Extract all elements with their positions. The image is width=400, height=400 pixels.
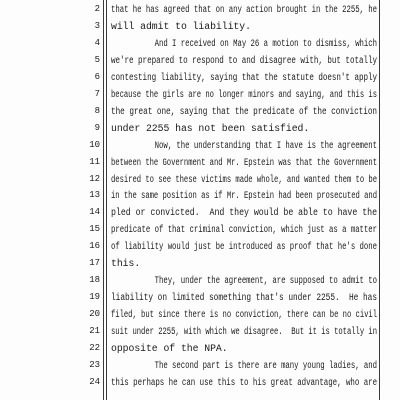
line-text: Now, the understanding that I have is the agreement (111, 139, 377, 151)
line-number: 23 (89, 359, 100, 370)
transcript-line (0, 307, 400, 323)
line-number: 22 (89, 343, 100, 353)
line-text: the great one, saying that the predicate of the conviction (111, 105, 377, 117)
transcript-line (0, 121, 400, 137)
line-number: 2 (94, 4, 100, 14)
transcript-line (0, 2, 400, 18)
line-text: in the same position as if Mr. Epstein had been prosecuted and (111, 190, 377, 202)
line-number: 13 (89, 190, 100, 201)
line-number: 20 (89, 309, 100, 320)
transcript-line (0, 53, 400, 69)
line-number: 3 (94, 20, 100, 31)
line-number: 7 (94, 88, 100, 99)
line-text: And I received on May 26 a motion to dismiss, which (111, 37, 377, 49)
line-text: that he has agreed that on any action brought in the 2255, he (111, 4, 377, 15)
transcript-line (0, 172, 400, 188)
line-text: pled or convicted. And they would be able to have the (111, 207, 377, 219)
transcript-line (0, 358, 400, 374)
transcript-line (0, 341, 400, 357)
transcript-line (0, 19, 400, 35)
transcript-line (0, 36, 400, 52)
transcript-line (0, 138, 400, 154)
line-number: 6 (94, 71, 100, 82)
line-number: 10 (89, 139, 100, 150)
transcript-line (0, 188, 400, 204)
transcript-line (0, 375, 400, 391)
transcript-line (0, 205, 400, 221)
line-number: 19 (89, 292, 100, 303)
transcript-line (0, 222, 400, 238)
transcript-line (0, 70, 400, 86)
line-text: The second part is there are many young ladies, and (111, 359, 377, 371)
line-number: 9 (94, 122, 100, 133)
transcript-line (0, 256, 400, 272)
line-number: 16 (89, 241, 100, 252)
line-text: predicate of that criminal conviction, which just as a matter (111, 224, 377, 236)
line-number: 14 (89, 207, 100, 218)
transcript-line (0, 324, 400, 340)
line-number: 11 (89, 156, 100, 167)
line-number: 18 (89, 275, 100, 286)
line-text: between the Government and Mr. Epstein was that the Government (111, 156, 377, 168)
line-number: 8 (94, 105, 100, 116)
line-number: 15 (89, 224, 100, 235)
transcript-line (0, 290, 400, 306)
transcript-line (0, 273, 400, 289)
line-text: under 2255 has not been satisfied. (111, 122, 310, 134)
line-text: this perhaps he can use this to his great advantage, who are (111, 376, 377, 388)
transcript-line (0, 155, 400, 171)
transcript-line (0, 104, 400, 120)
line-text: They, under the agreement, are supposed to admit to (111, 275, 377, 287)
line-number: 12 (89, 173, 100, 184)
line-text: filed, but since there is no conviction, there can be no civil (111, 309, 377, 321)
line-number: 24 (89, 376, 100, 387)
transcript-line (0, 87, 400, 103)
line-text: contesting liability, saying that the statute doesn't apply (111, 71, 377, 83)
line-text: of liability would just be introduced as proof that he's done (111, 241, 377, 253)
transcript-line (0, 239, 400, 255)
line-text: opposite of the NPA. (111, 343, 228, 354)
line-text: suit under 2255, with which we disagree. But it is totally in (111, 326, 377, 338)
line-text: liability on limited something that's under 2255. He has (111, 292, 377, 304)
line-number: 21 (89, 326, 100, 337)
line-text: this. (111, 258, 141, 270)
line-number: 4 (94, 37, 100, 48)
line-text: will admit to liability. (111, 20, 251, 32)
line-text: desired to see these victims made whole, and wanted them to be (111, 173, 377, 185)
line-number: 17 (89, 258, 100, 269)
line-text: we're prepared to respond to and disagree with, but totally (111, 54, 377, 66)
line-text: because the girls are no longer minors and saying, and this is (111, 88, 377, 100)
line-number: 5 (94, 54, 100, 65)
